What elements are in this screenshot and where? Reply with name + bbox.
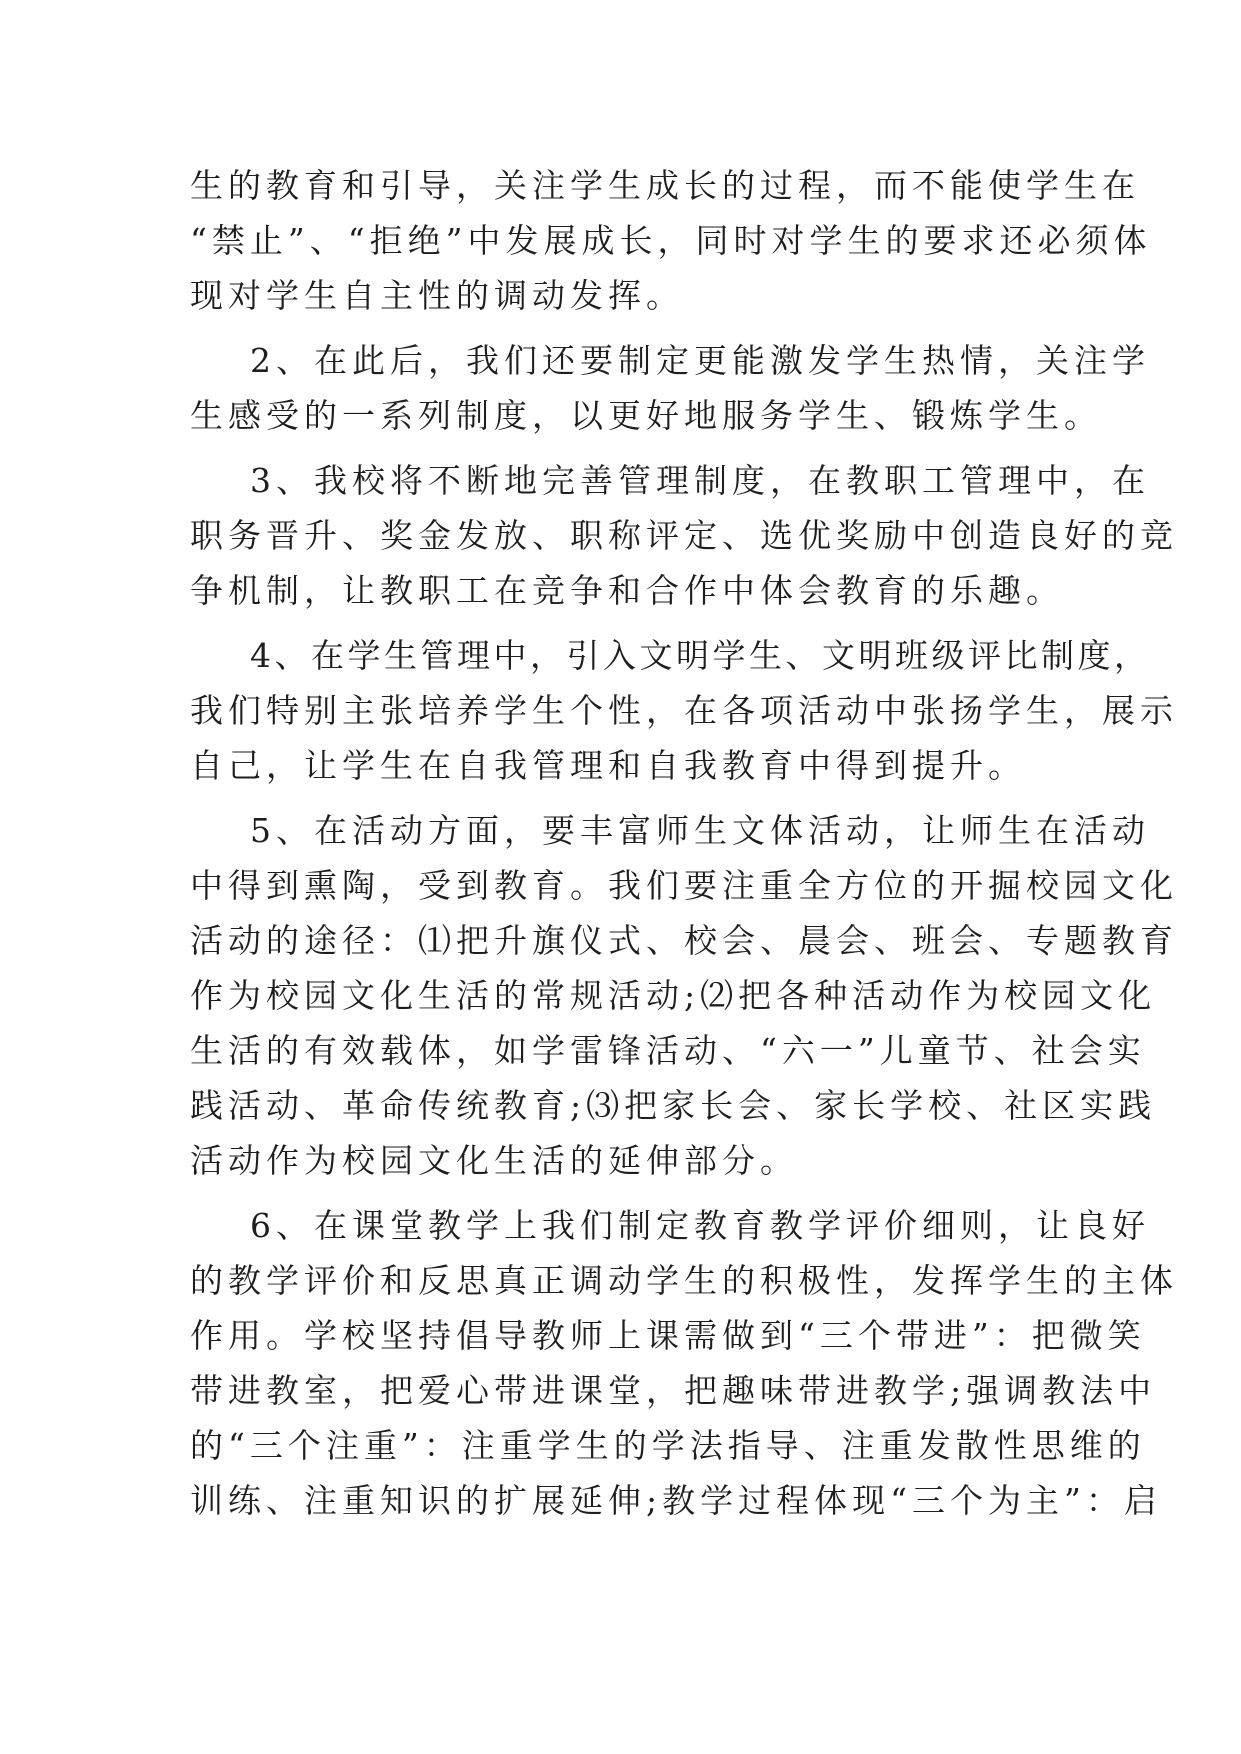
text-line: 争机制，让教职工在竞争和合作中体会教育的乐趣。 <box>190 571 1064 610</box>
paragraph-4-start: 4、在学生管理中，引入文明学生、文明班级评比制度， <box>250 636 1151 675</box>
text-line: 的“三个注重”：注重学生的学法指导、注重发散性思维的 <box>190 1426 1146 1465</box>
text-line: 中得到熏陶，受到教育。我们要注重全方位的开掘校园文化 <box>190 866 1178 905</box>
text-line: 生感受的一系列制度，以更好地服务学生、锻炼学生。 <box>190 396 1102 435</box>
paragraph-5-start: 5、在活动方面，要丰富师生文体活动，让师生在活动 <box>250 811 1150 850</box>
text-line: 训练、注重知识的扩展延伸;教学过程体现“三个为主”：启 <box>190 1481 1162 1520</box>
paragraph-2-start: 2、在此后，我们还要制定更能激发学生热情，关注学 <box>250 341 1150 380</box>
text-line: 活动的途径：⑴把升旗仪式、校会、晨会、班会、专题教育 <box>190 921 1178 960</box>
text-line: 践活动、革命传统教育;⑶把家长会、家长学校、社区实践 <box>190 1086 1157 1125</box>
text-line: 现对学生自主性的调动发挥。 <box>190 276 684 315</box>
text-line: 生活的有效载体，如学雷锋活动、“六一”儿童节、社会实 <box>190 1031 1146 1070</box>
text-line: “禁止”、“拒绝”中发展成长，同时对学生的要求还必须体 <box>190 221 1152 260</box>
text-line: 职务晋升、奖金发放、职称评定、选优奖励中创造良好的竞 <box>190 516 1178 555</box>
paragraph-6-start: 6、在课堂教学上我们制定教育教学评价细则，让良好 <box>250 1206 1150 1245</box>
text-line: 作为校园文化生活的常规活动;⑵把各种活动作为校园文化 <box>190 976 1157 1015</box>
body-text <box>190 158 1178 1528</box>
paragraph-3-start: 3、我校将不断地完善管理制度，在教职工管理中，在 <box>250 461 1150 500</box>
text-line: 带进教室，把爱心带进课堂，把趣味带进教学;强调教法中 <box>190 1371 1157 1410</box>
text-line: 活动作为校园文化生活的延伸部分。 <box>190 1141 798 1180</box>
text-line: 自己，让学生在自我管理和自我教育中得到提升。 <box>190 746 1026 785</box>
text-line: 作用。学校坚持倡导教师上课需做到“三个带进”：把微笑 <box>190 1316 1146 1355</box>
text-line: 的教学评价和反思真正调动学生的积极性，发挥学生的主体 <box>190 1261 1178 1300</box>
text-line: 生的教育和引导，关注学生成长的过程，而不能使学生在 <box>190 166 1140 205</box>
text-line: 我们特别主张培养学生个性，在各项活动中张扬学生，展示 <box>190 691 1178 730</box>
